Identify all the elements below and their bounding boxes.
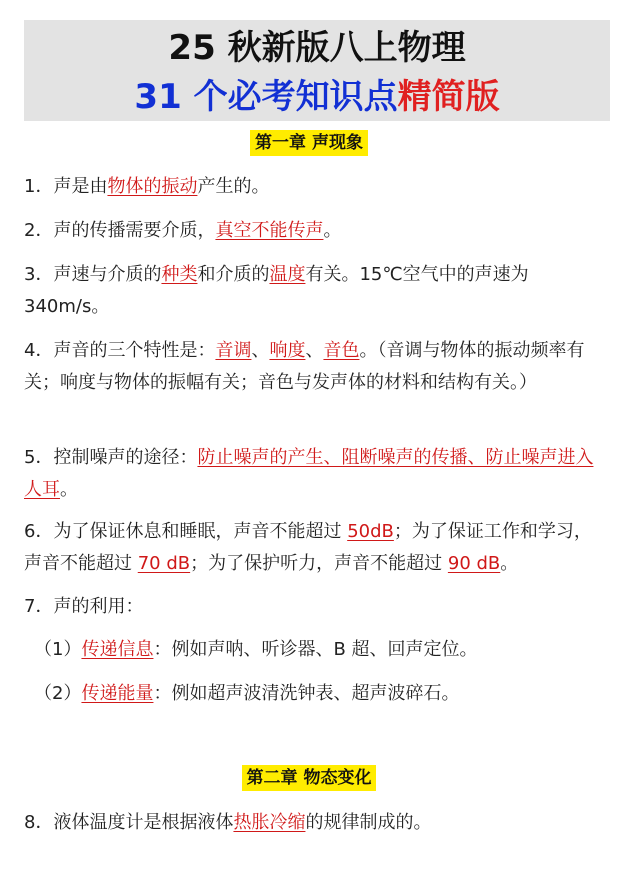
knowledge-point-7: 7．声的利用： [24,596,144,617]
key-term: 热胀冷缩 [233,812,306,833]
knowledge-point-4: 4．声音的三个特性是：音调、响度、音色。（音调与物体的振动频率有关；响度与物体的振幅有关；音色与发声体的材料和结构有关。） [24,340,585,393]
key-term: 传递能量 [81,683,154,704]
key-term: 物体的振动 [107,176,198,197]
key-term: 温度 [269,264,306,285]
chapter-heading-1 [0,130,618,156]
chapter-label: 第一章 声现象 [250,130,368,156]
chapter-heading-2 [0,765,618,791]
knowledge-point-5: 5．控制噪声的途径：防止噪声的产生、阻断噪声的传播、防止噪声进入人耳。 [24,447,594,500]
knowledge-point-6: 6．为了保证休息和睡眠，声音不能超过 50dB；为了保证工作和学习，声音不能超过 70 dB；为了保护听力，声音不能超过 90 dB。 [24,521,592,574]
knowledge-point-3: 3．声速与介质的种类和介质的温度有关。15℃空气中的声速为 340m/s。 [24,264,529,317]
knowledge-point-7-sub-1: （1）传递信息：例如声呐、听诊器、B 超、回声定位。 [34,639,478,660]
knowledge-point-2: 2．声的传播需要介质，真空不能传声。 [24,220,342,241]
key-term: 传递信息 [81,639,154,660]
key-term: 90 dB [447,553,501,574]
page-title: 25 秋新版八上物理 [168,28,466,68]
key-term: 音调 [215,340,252,361]
key-term: 音色 [323,340,360,361]
key-term: 防止噪声的产生、阻断噪声的传播、防止噪声进入人耳 [24,447,594,500]
chapter-label: 第二章 物态变化 [242,765,377,791]
key-term: 50dB [347,521,394,542]
key-term: 种类 [161,264,198,285]
knowledge-point-8: 8．液体温度计是根据液体热胀冷缩的规律制成的。 [24,812,432,833]
page-subtitle [24,75,610,119]
subtitle-blue-part: 31 个必考知识点 [134,77,398,117]
key-term: 70 dB [137,553,191,574]
key-term: 真空不能传声 [215,220,324,241]
knowledge-point-7-sub-2: （2）传递能量：例如超声波清洗钟表、超声波碎石。 [34,683,460,704]
knowledge-point-1: 1．声是由物体的振动产生的。 [24,176,270,197]
subtitle-red-part: 精简版 [397,77,500,117]
key-term: 响度 [269,340,306,361]
